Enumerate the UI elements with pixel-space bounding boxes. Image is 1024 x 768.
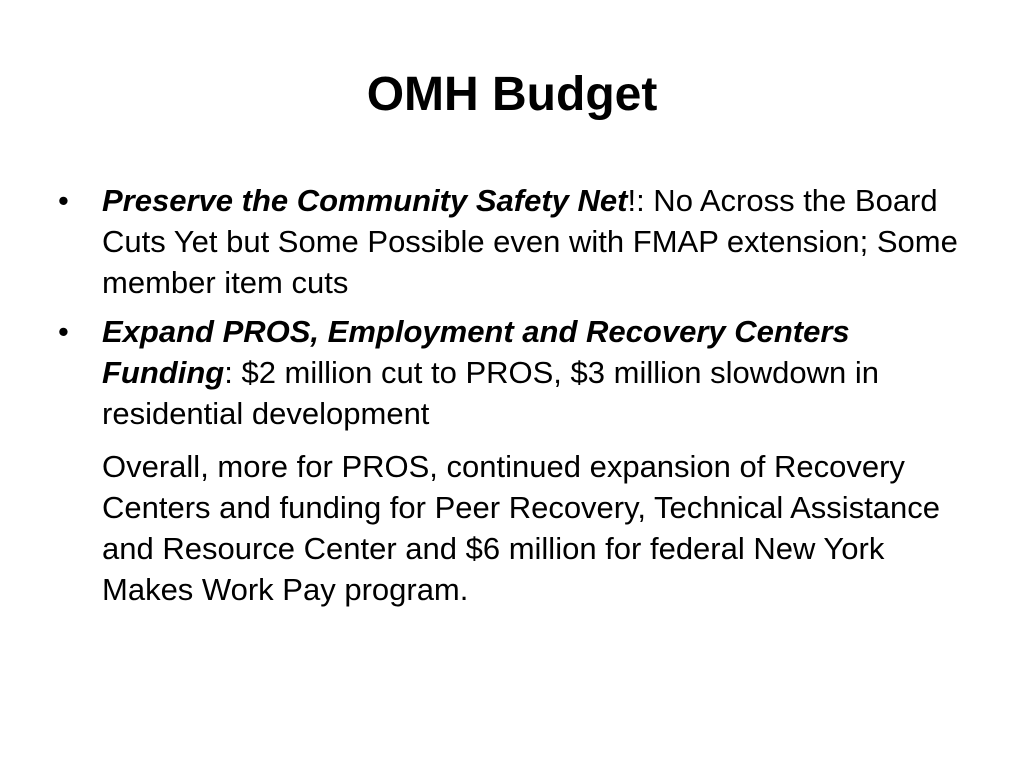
slide-title: OMH Budget xyxy=(366,68,658,121)
bullet-dot-icon: • xyxy=(58,183,69,218)
bullet-body-text: !: No Across the Board Cuts Yet but Some Possible even with FMAP extension; Some member item cuts xyxy=(102,183,958,300)
bullet-lead-text: Preserve the Community Safety Net xyxy=(102,183,628,218)
bullet-body-text: : $2 million cut to PROS, $3 million slowdown in residential development xyxy=(102,355,879,431)
bullet-lead-text: Expand PROS, Employment and Recovery Centers Funding xyxy=(102,314,850,390)
bullet-item xyxy=(58,311,958,434)
bullet-item xyxy=(58,180,958,303)
summary-paragraph: Overall, more for PROS, continued expansion of Recovery Centers and funding for Peer Recovery, Technical Assistance and Resource Center and $6 million for federal New York Makes Work Pay program. xyxy=(102,449,941,607)
slide-body xyxy=(58,180,958,610)
bullet-dot-icon: • xyxy=(58,314,69,349)
